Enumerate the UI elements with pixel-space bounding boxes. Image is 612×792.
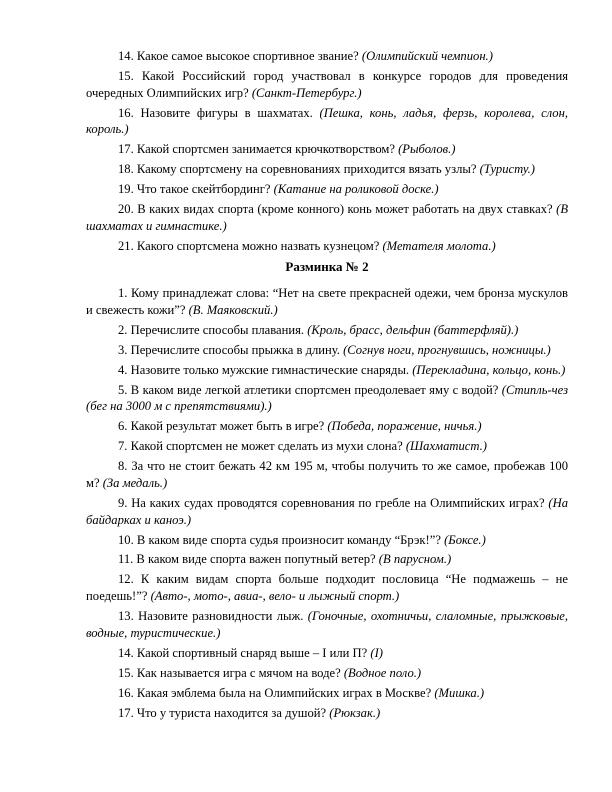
answer-text: (Рыболов.) [398,142,456,157]
question-item [86,48,568,65]
answer-text: (В. Маяковский.) [188,302,278,317]
question-text: 8. За что не стоит бежать 42 км 195 м, чтобы получить то же самое, пробежав 100 м? [86,459,568,490]
question-item [86,418,568,435]
answer-text: (Катание на роликовой доске.) [273,182,439,197]
answer-text: (Санкт-Петербург.) [251,85,362,100]
question-item [86,238,568,255]
answer-text: (В шахматах и гимнастике.) [86,202,569,233]
question-item [86,382,568,415]
question-text: 2. Перечислите способы плавания. [118,322,305,337]
answer-text: (Шахматист.) [405,439,487,454]
answer-text: (Рюкзак.) [329,705,381,720]
question-item [86,495,568,528]
question-text: 14. Какое самое высокое спортивное звание? [118,49,359,63]
question-item [86,645,568,662]
question-item [86,342,568,359]
question-text: 9. На каких судах проводятся соревнования по гребле на Олимпийских играх? [118,495,545,510]
question-item [86,458,568,491]
document-body [86,48,568,725]
question-text: 11. В каком виде спорта важен попутный ветер? [118,552,376,567]
question-text: 19. Что такое скейтбординг? [118,182,271,197]
question-text: 4. Назовите только мужские гимнастические снаряды. [118,362,410,377]
question-text: 6. Какой результат может быть в игре? [118,419,325,434]
question-item [86,68,568,101]
answer-text: (Авто-, мото-, авиа-, вело- и лыжный спорт.) [150,589,400,604]
answer-text: (Стипль-чез (бег на 3000 м с препятствиями).) [86,382,568,414]
question-text: 18. Какому спортсмену на соревнованиях приходится вязать узлы? [118,162,477,177]
question-text: 1. Кому принадлежат слова: “Нет на свете прекрасней одежи, чем бронза мускулов и свежесть кожи”? [86,286,568,317]
question-item [86,141,568,158]
question-text: 16. Какая эмблема была на Олимпийских играх в Москве? [118,685,432,700]
answer-text: (В парусном.) [378,552,452,567]
question-text: 10. В каком виде спорта судья произносит команду “Брэк!”? [118,532,441,547]
answer-text: (Метателя молота.) [382,238,496,253]
answer-text: (Согнув ноги, прогнувшись, ножницы.) [343,342,551,357]
question-text: 5. В каком виде легкой атлетики спортсмен преодолевает яму с водой? [118,382,499,397]
question-text: 7. Какой спортсмен не может сделать из мухи слона? [118,439,403,454]
answer-text: (За медаль.) [102,475,168,490]
question-text: 3. Перечислите способы прыжка в длину. [118,342,340,357]
question-item [86,362,568,379]
answer-text: (Мишка.) [434,685,485,700]
question-text: 12. К каким видам спорта больше подходит пословица “Не подмажешь – не поедешь!”? [86,572,568,604]
question-text: 20. В каких видах спорта (кроме конного) конь может работать на двух ставках? [118,202,553,217]
answer-text: (Перекладина, кольцо, конь.) [412,362,566,377]
question-item [86,105,568,138]
answer-text: (Боксе.) [444,532,486,547]
answer-text: (Кроль, брасс, дельфин (баттерфляй).) [307,322,519,337]
question-text: 17. Какой спортсмен занимается крючкотворством? [118,142,395,157]
question-text: 16. Назовите фигуры в шахматах. [118,105,313,120]
question-item [86,685,568,702]
question-item [86,201,568,234]
answer-text: (Победа, поражение, ничья.) [327,419,482,434]
question-text: 15. Как называется игра с мячом на воде? [118,665,341,680]
question-item [86,571,568,604]
question-text: 15. Какой Российский город участвовал в конкурсе городов для проведения очередных Олимпийских игр? [86,68,568,100]
question-item [86,608,568,641]
question-text: 13. Назовите разновидности лыж. [118,609,304,624]
answer-text: (Олимпийский чемпион.) [361,49,493,63]
answer-text: (I) [370,645,383,660]
question-text: 17. Что у туриста находится за душой? [118,705,327,720]
question-item [86,705,568,722]
question-item [86,322,568,339]
question-item [86,161,568,178]
question-item [86,532,568,549]
question-item [86,551,568,568]
answer-text: (Гоночные, охотничьи, слаломные, прыжковые, водные, туристические.) [86,609,568,640]
answer-text: (На байдарках и каноэ.) [86,495,568,527]
question-item [86,665,568,682]
question-text: 14. Какой спортивный снаряд выше – I или П? [118,645,368,660]
quiz-section-1 [86,48,568,254]
answer-text: (Пешка, конь, ладья, ферзь, королева, слон, король.) [86,105,568,137]
question-item [86,285,568,318]
question-text: 21. Какого спортсмена можно назвать кузнецом? [118,238,380,253]
question-item [86,181,568,198]
question-item [86,438,568,455]
answer-text: (Туристу.) [479,162,536,177]
answer-text: (Водное поло.) [343,665,422,680]
section-heading: Разминка № 2 [285,259,369,275]
quiz-section-2 [86,285,568,721]
